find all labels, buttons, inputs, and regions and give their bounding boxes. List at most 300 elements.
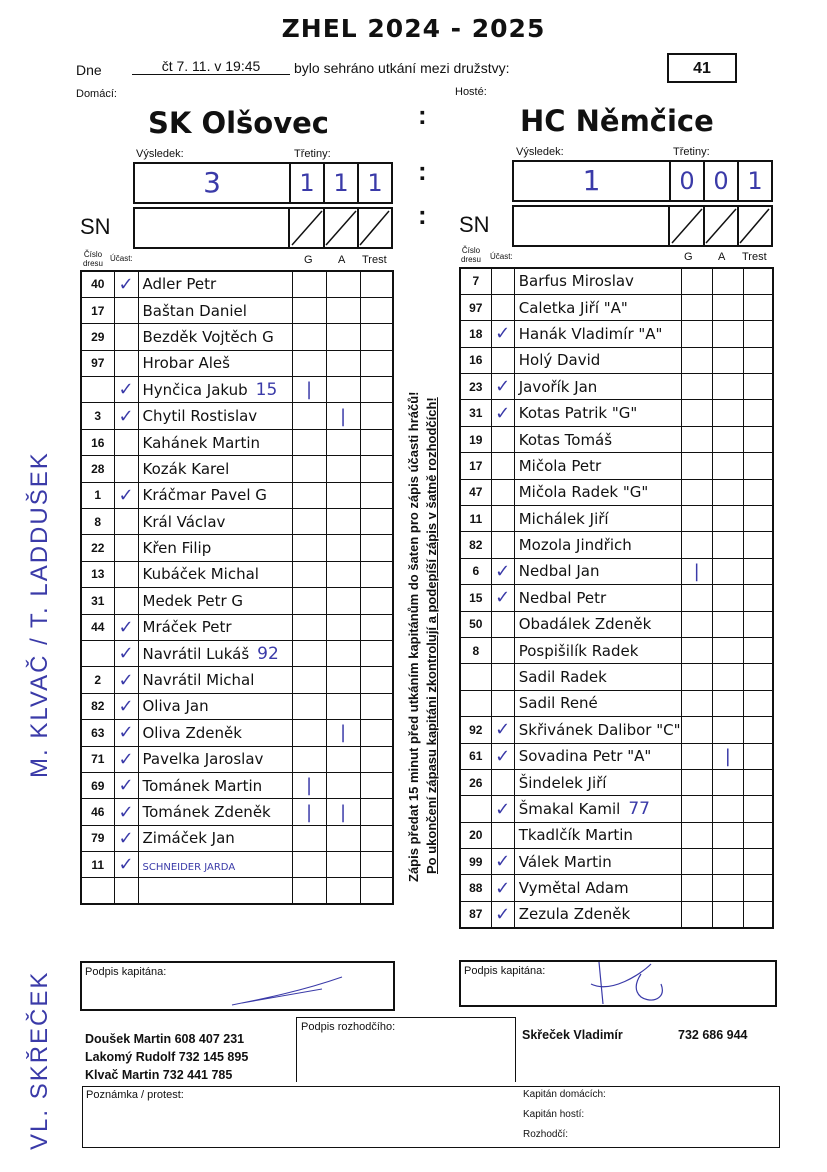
away-sn-box[interactable] [512,205,773,247]
jersey-number[interactable] [460,690,491,716]
jersey-number[interactable]: 17 [460,453,491,479]
goal-cell[interactable] [681,479,712,505]
penalty-cell[interactable] [743,453,773,479]
penalty-cell[interactable] [360,693,393,719]
penalty-cell[interactable] [743,743,773,769]
jersey-number[interactable]: 46 [81,799,114,825]
player-name [514,479,681,505]
player-name [138,799,292,825]
attendance-check[interactable] [114,535,138,561]
penalty-cell[interactable] [360,746,393,772]
attendance-check[interactable] [114,350,138,376]
home-result-label: Výsledek: [136,148,184,160]
assist-cell[interactable]: | [326,799,360,825]
home-captain-signature-box[interactable] [80,961,395,1011]
jersey-number[interactable]: 79 [81,825,114,851]
away-period-2[interactable]: 0 [705,162,739,200]
player-name-text: Tománek Zdeněk [142,803,271,821]
penalty-cell[interactable] [360,825,393,851]
jersey-number[interactable]: 1 [81,482,114,508]
away-captain-signature-box[interactable] [459,960,777,1007]
assist-cell[interactable] [326,878,360,904]
away-period-1[interactable]: 0 [671,162,705,200]
goal-cell[interactable] [292,297,326,323]
goal-cell[interactable] [292,588,326,614]
goal-cell[interactable] [292,878,326,904]
attendance-check[interactable] [114,297,138,323]
goal-cell[interactable] [292,693,326,719]
attendance-check[interactable] [491,479,514,505]
goal-cell[interactable] [681,268,712,294]
match-number[interactable]: 41 [667,53,737,83]
goal-cell[interactable] [292,852,326,878]
penalty-cell[interactable] [743,268,773,294]
note-box[interactable] [82,1086,780,1148]
assist-cell[interactable] [712,426,743,452]
penalty-cell[interactable] [360,509,393,535]
assist-cell[interactable] [326,297,360,323]
attendance-check[interactable] [114,324,138,350]
attendance-check[interactable] [491,347,514,373]
assist-cell[interactable] [712,875,743,901]
jersey-number[interactable]: 63 [81,720,114,746]
away-period-3[interactable]: 1 [747,167,763,195]
attendance-check[interactable] [491,769,514,795]
assist-cell[interactable] [712,453,743,479]
jersey-number[interactable]: 7 [460,268,491,294]
penalty-cell[interactable] [743,321,773,347]
jersey-number[interactable]: 17 [81,297,114,323]
player-name [138,852,292,878]
goal-cell[interactable] [681,426,712,452]
goal-cell[interactable] [681,374,712,400]
goal-cell[interactable] [681,637,712,663]
penalty-cell[interactable] [743,611,773,637]
jersey-number[interactable]: 40 [81,271,114,297]
player-name-text: Tománek Martin [142,776,263,795]
penalty-cell[interactable] [743,717,773,743]
attendance-check[interactable]: ✓ [114,799,138,825]
attendance-check[interactable] [114,429,138,455]
attendance-check[interactable]: ✓ [491,321,514,347]
away-roster-table [459,267,774,929]
attendance-check[interactable] [491,637,514,663]
assist-cell[interactable] [712,585,743,611]
goal-cell[interactable] [681,849,712,875]
attendance-check[interactable]: ✓ [114,720,138,746]
jersey-number[interactable]: 13 [81,561,114,587]
player-name [514,532,681,558]
penalty-cell[interactable] [743,347,773,373]
assist-cell[interactable]: | [712,743,743,769]
jersey-number[interactable]: 82 [460,532,491,558]
assist-cell[interactable] [712,558,743,584]
penalty-cell[interactable] [743,558,773,584]
goal-cell[interactable] [681,717,712,743]
penalty-cell[interactable] [743,374,773,400]
contact-line: Doušek Martin 608 407 231 [85,1032,245,1046]
goal-cell[interactable] [681,690,712,716]
goal-cell[interactable] [681,611,712,637]
assist-cell[interactable] [326,561,360,587]
assist-cell[interactable] [326,482,360,508]
goal-cell[interactable] [681,294,712,320]
jersey-number[interactable]: 88 [460,875,491,901]
assist-cell[interactable] [712,347,743,373]
goal-cell[interactable] [292,429,326,455]
table-row [81,561,393,587]
assist-cell[interactable] [326,693,360,719]
assist-cell[interactable] [712,690,743,716]
goal-cell[interactable] [292,509,326,535]
goal-cell[interactable] [292,482,326,508]
jersey-number[interactable]: 20 [460,822,491,848]
attendance-check[interactable]: ✓ [114,852,138,878]
penalty-cell[interactable] [360,297,393,323]
jersey-number[interactable]: 3 [81,403,114,429]
jersey-number[interactable]: 11 [460,506,491,532]
jersey-number[interactable]: 8 [460,637,491,663]
assist-cell[interactable] [326,852,360,878]
assist-cell[interactable] [326,535,360,561]
referee-sign-label: Podpis rozhodčího: [301,1021,396,1033]
home-sn-label: SN [80,214,111,239]
goal-cell[interactable] [681,796,712,822]
penalty-cell[interactable] [360,350,393,376]
jersey-number[interactable]: 44 [81,614,114,640]
jersey-number[interactable]: 69 [81,772,114,798]
attendance-check[interactable] [114,456,138,482]
assist-cell[interactable]: | [326,403,360,429]
attendance-check[interactable] [491,426,514,452]
attendance-check[interactable]: ✓ [491,849,514,875]
penalty-cell[interactable] [743,637,773,663]
player-name-text: Mičola Petr [518,456,602,475]
assist-cell[interactable] [712,400,743,426]
goal-cell[interactable] [292,456,326,482]
jersey-number[interactable]: 28 [81,456,114,482]
penalty-cell[interactable] [360,772,393,798]
jersey-number[interactable]: 99 [460,849,491,875]
attendance-check[interactable]: ✓ [114,482,138,508]
jersey-number[interactable]: 8 [81,509,114,535]
assist-cell[interactable] [326,772,360,798]
jersey-number[interactable]: 23 [460,374,491,400]
jersey-number[interactable] [81,878,114,904]
penalty-cell[interactable] [743,479,773,505]
goal-cell[interactable] [292,825,326,851]
goal-cell[interactable] [681,532,712,558]
jersey-number[interactable]: 2 [81,667,114,693]
jersey-number[interactable]: 6 [460,558,491,584]
away-result-box [512,160,773,202]
goal-cell[interactable] [681,664,712,690]
attendance-check[interactable] [114,509,138,535]
jersey-number[interactable] [460,664,491,690]
penalty-cell[interactable] [360,799,393,825]
table-row [81,746,393,772]
penalty-cell[interactable] [360,640,393,666]
attendance-check[interactable]: ✓ [491,796,514,822]
penalty-cell[interactable] [360,429,393,455]
jersey-number[interactable]: 82 [81,693,114,719]
assist-cell[interactable] [326,614,360,640]
jersey-number[interactable]: 47 [460,479,491,505]
jersey-number[interactable] [460,796,491,822]
goal-cell[interactable] [681,822,712,848]
penalty-cell[interactable] [743,849,773,875]
goal-cell[interactable] [681,321,712,347]
attendance-check[interactable] [491,664,514,690]
home-period-1[interactable]: 1 [291,164,325,202]
jersey-number[interactable]: 97 [81,350,114,376]
penalty-cell[interactable] [743,690,773,716]
jersey-number[interactable] [81,377,114,403]
goal-cell[interactable] [681,743,712,769]
attendance-check[interactable] [491,268,514,294]
attendance-check[interactable] [114,588,138,614]
penalty-cell[interactable] [360,403,393,429]
goal-cell[interactable] [292,720,326,746]
attendance-check[interactable]: ✓ [114,614,138,640]
assist-cell[interactable] [326,825,360,851]
attendance-check[interactable]: ✓ [114,746,138,772]
penalty-cell[interactable] [360,720,393,746]
assist-cell[interactable] [326,588,360,614]
table-row [81,509,393,535]
penalty-cell[interactable] [743,769,773,795]
player-name [514,901,681,927]
assist-cell[interactable] [326,640,360,666]
penalty-cell[interactable] [743,664,773,690]
goal-cell[interactable]: | [292,377,326,403]
jersey-number[interactable]: 31 [81,588,114,614]
attendance-check[interactable] [491,611,514,637]
penalty-cell[interactable] [743,400,773,426]
goal-cell[interactable] [681,769,712,795]
player-name-text: Šmakal Kamil [518,800,621,818]
penalty-cell[interactable] [743,294,773,320]
player-name-text: Skřivánek Dalibor "C" [518,720,681,739]
attendance-check[interactable]: ✓ [114,377,138,403]
goal-cell[interactable] [292,561,326,587]
referee-signature-box[interactable] [296,1017,516,1082]
penalty-cell[interactable] [743,901,773,927]
assist-cell[interactable] [712,532,743,558]
attendance-check[interactable]: ✓ [114,640,138,666]
assist-cell[interactable] [712,849,743,875]
table-row [460,769,773,795]
goal-cell[interactable] [292,614,326,640]
colon-separator: : [418,156,427,186]
goal-cell[interactable]: | [292,772,326,798]
table-row [81,878,393,904]
player-name-text: Pospišilík Radek [518,641,639,660]
jersey-number[interactable]: 97 [460,294,491,320]
player-name [138,878,292,904]
assist-cell[interactable] [712,479,743,505]
attendance-check[interactable] [114,561,138,587]
goal-cell[interactable] [681,585,712,611]
goal-cell[interactable] [292,350,326,376]
attendance-check[interactable]: ✓ [491,400,514,426]
attendance-check[interactable]: ✓ [491,875,514,901]
attendance-check[interactable]: ✓ [491,717,514,743]
attendance-check[interactable]: ✓ [491,901,514,927]
home-period-2[interactable]: 1 [325,164,359,202]
penalty-cell[interactable] [743,875,773,901]
goal-cell[interactable] [292,535,326,561]
goal-cell[interactable] [681,347,712,373]
jersey-number[interactable]: 22 [81,535,114,561]
penalty-cell[interactable] [360,377,393,403]
assist-cell[interactable] [712,506,743,532]
player-name-text: Baštan Daniel [142,301,247,320]
assist-cell[interactable] [712,374,743,400]
goal-cell[interactable]: | [292,799,326,825]
goal-cell[interactable] [292,324,326,350]
goal-cell[interactable] [681,875,712,901]
attendance-check[interactable]: ✓ [114,271,138,297]
attendance-check[interactable]: ✓ [491,558,514,584]
attendance-check[interactable] [114,878,138,904]
jersey-number[interactable]: 19 [460,426,491,452]
jersey-number[interactable]: 16 [81,429,114,455]
goal-cell[interactable] [292,403,326,429]
assist-cell[interactable]: | [326,720,360,746]
player-name [138,482,292,508]
assist-cell[interactable] [712,664,743,690]
jersey-number[interactable]: 16 [460,347,491,373]
assist-cell[interactable] [712,769,743,795]
attendance-check[interactable] [491,294,514,320]
attendance-check[interactable]: ✓ [114,825,138,851]
date-field[interactable]: čt 7. 11. v 19:45 [132,58,290,75]
jersey-number[interactable]: 31 [460,400,491,426]
attendance-check[interactable] [491,690,514,716]
assist-cell[interactable] [712,637,743,663]
penalty-cell[interactable] [743,506,773,532]
attendance-check[interactable] [491,532,514,558]
note-label: Poznámka / protest: [86,1089,184,1101]
penalty-cell[interactable] [360,852,393,878]
penalty-cell[interactable] [743,585,773,611]
attendance-check[interactable]: ✓ [491,743,514,769]
assist-cell[interactable] [326,377,360,403]
attendance-check[interactable]: ✓ [491,585,514,611]
attendance-check[interactable]: ✓ [491,374,514,400]
goal-cell[interactable] [681,506,712,532]
assist-cell[interactable] [326,429,360,455]
assist-cell[interactable] [712,294,743,320]
attendance-check[interactable]: ✓ [114,772,138,798]
player-name-text: Kráčmar Pavel G [142,486,267,505]
attendance-check[interactable]: ✓ [114,693,138,719]
assist-cell[interactable] [326,324,360,350]
assist-cell[interactable] [326,746,360,772]
player-name [138,535,292,561]
penalty-cell[interactable] [360,588,393,614]
penalty-cell[interactable] [360,667,393,693]
penalty-cell[interactable] [360,561,393,587]
goal-cell[interactable] [681,400,712,426]
assist-cell[interactable] [712,611,743,637]
assist-cell[interactable] [326,456,360,482]
jersey-number[interactable]: 92 [460,717,491,743]
jersey-number[interactable]: 61 [460,743,491,769]
home-sn-box[interactable] [133,207,393,249]
home-g-header: G [304,254,313,266]
home-result[interactable]: 3 [135,164,291,202]
goal-cell[interactable]: | [681,558,712,584]
penalty-cell[interactable] [360,535,393,561]
player-name-text: SCHNEIDER JARDA [142,861,236,873]
attendance-check[interactable]: ✓ [114,403,138,429]
attendance-check[interactable] [491,506,514,532]
assist-cell[interactable] [326,667,360,693]
jersey-number[interactable]: 87 [460,901,491,927]
assist-cell[interactable] [712,796,743,822]
table-row [460,479,773,505]
penalty-cell[interactable] [360,878,393,904]
jersey-number[interactable]: 26 [460,769,491,795]
assist-cell[interactable] [712,901,743,927]
penalty-cell[interactable] [743,822,773,848]
jersey-number[interactable] [81,640,114,666]
player-name [138,509,292,535]
jersey-number[interactable]: 18 [460,321,491,347]
assist-cell[interactable] [326,509,360,535]
player-name-text: Král Václav [142,512,226,531]
jersey-number[interactable]: 71 [81,746,114,772]
attendance-check[interactable] [491,453,514,479]
jersey-number[interactable]: 29 [81,324,114,350]
goal-cell[interactable] [292,746,326,772]
penalty-cell[interactable] [360,324,393,350]
contacts-block [85,1030,248,1084]
table-row [460,875,773,901]
table-row [460,637,773,663]
assist-cell[interactable] [712,268,743,294]
penalty-cell[interactable] [743,426,773,452]
assist-cell[interactable] [326,271,360,297]
player-name-text: Medek Petr G [142,591,244,610]
assist-cell[interactable] [712,822,743,848]
player-name [138,350,292,376]
penalty-cell[interactable] [360,271,393,297]
goal-cell[interactable] [292,640,326,666]
goal-cell[interactable] [292,667,326,693]
jersey-number[interactable]: 11 [81,852,114,878]
penalty-cell[interactable] [360,456,393,482]
jersey-number[interactable]: 50 [460,611,491,637]
assist-cell[interactable] [712,717,743,743]
away-result[interactable]: 1 [514,162,671,200]
jersey-number[interactable]: 15 [460,585,491,611]
goal-cell[interactable] [292,271,326,297]
penalty-cell[interactable] [743,796,773,822]
assist-cell[interactable] [326,350,360,376]
home-period-3[interactable]: 1 [367,169,383,197]
goal-cell[interactable] [681,453,712,479]
attendance-check[interactable] [491,822,514,848]
goal-cell[interactable] [681,901,712,927]
attendance-check[interactable]: ✓ [114,667,138,693]
assist-cell[interactable] [712,321,743,347]
penalty-cell[interactable] [360,614,393,640]
penalty-cell[interactable] [743,532,773,558]
penalty-cell[interactable] [360,482,393,508]
